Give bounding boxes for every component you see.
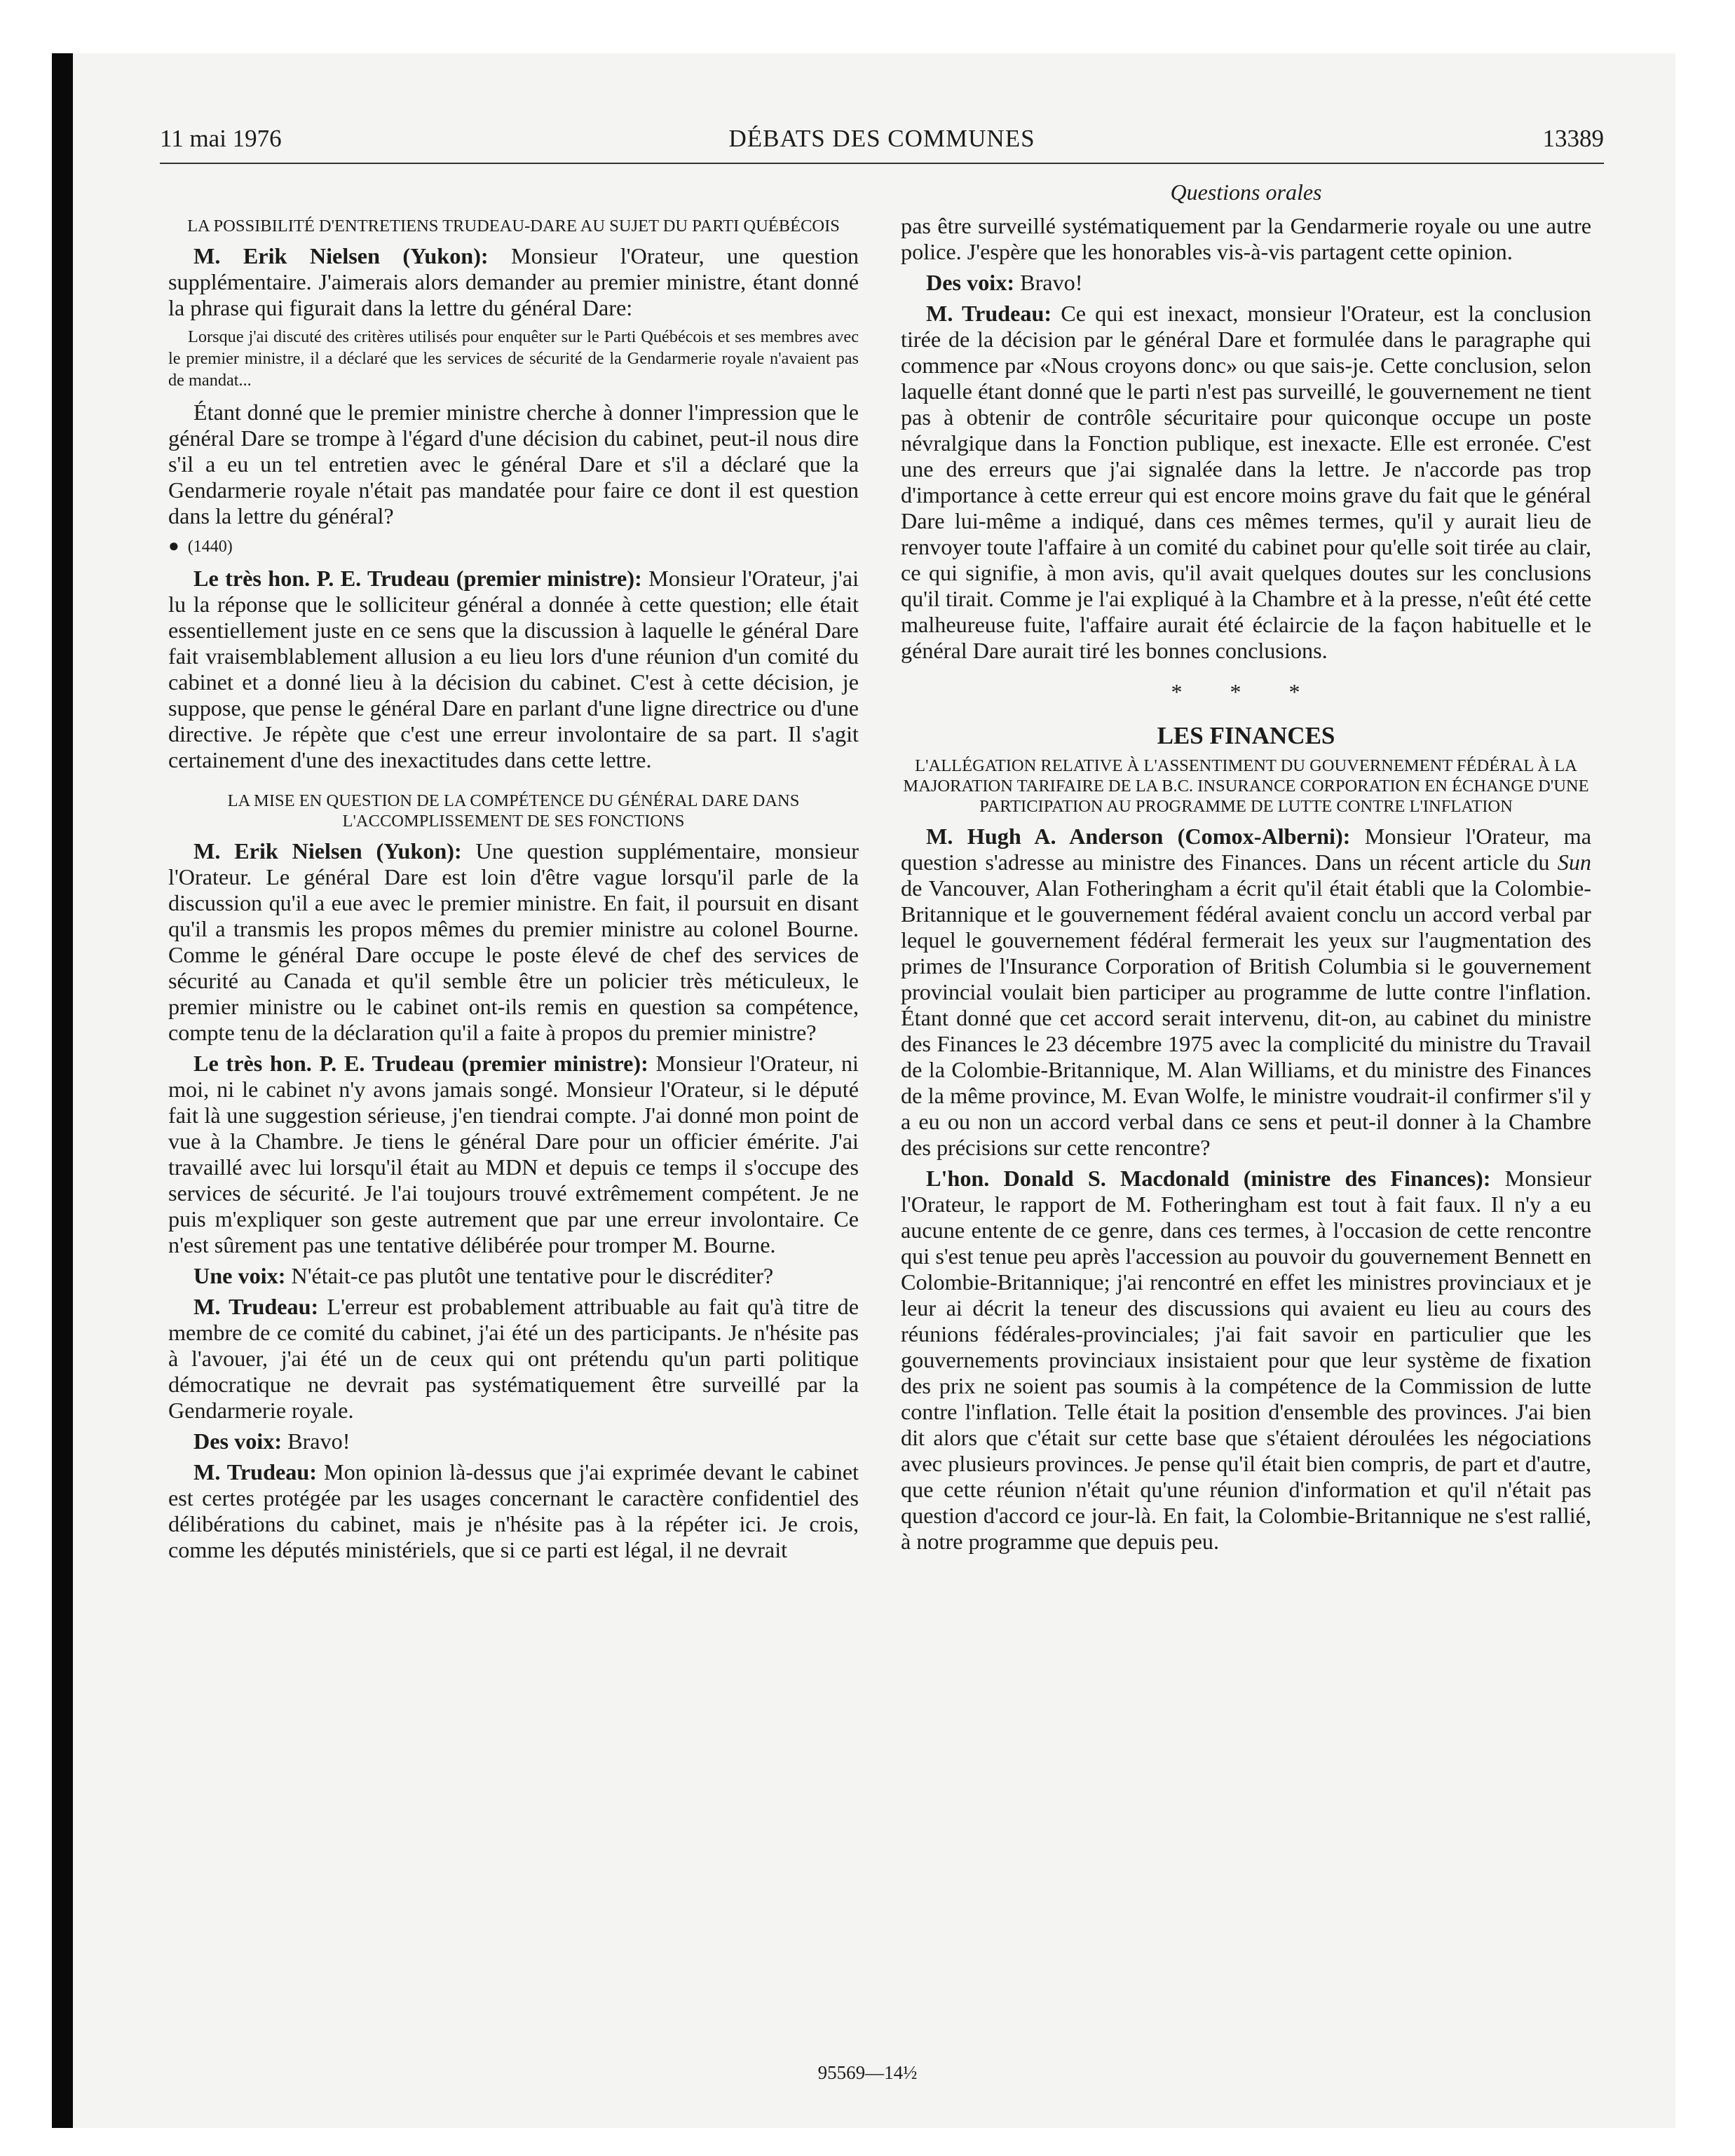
left-column xyxy=(168,179,859,1568)
speech-text: L'erreur est probablement attribuable au fait qu'à titre de membre de ce comité du cabinet, j'ai été un des participants. Je n'hésite pas à l'avouer, j'ai été un de ceux qui ont prétendu qu'un parti politique démocratique ne devrait pas systématiquement être surveillé par la Gendarmerie royale. xyxy=(168,1294,859,1423)
speech-text: Ce qui est inexact, monsieur l'Orateur, est la conclusion tirée de la décision par le général Dare et formulée dans le paragraphe qui commence par «Nous croyons donc» ou que sais-je. Cette conclusion, selon laquelle étant donné que le parti n'est pas surveillé, le gouvernement ne tient pas à obtenir de contrôle sécuritaire pour quiconque occupe un poste névralgique dans la Fonction publique, est inexacte. Elle est erronée. C'est une des erreurs que j'ai signalée dans la lettre. Je n'accorde pas trop d'importance à cette erreur qui est encore moins grave du fait que le général Dare lui-même a indiqué, dans ces mêmes termes, qu'il y aurait lieu de renvoyer toute l'affaire à un comité du cabinet pour qu'elle soit tirée au clair, ce qui signifie, à mon avis, qu'il avait quelques doutes sur les conclusions qu'il tirait. Comme je l'ai expliqué à la Chambre et à la presse, n'eût été cette malheureuse fuite, l'affaire aurait été éclaircie de la façon habituelle et le général Dare aurait tiré les bonnes conclusions. xyxy=(901,301,1592,663)
paragraph xyxy=(168,838,859,1046)
paragraph xyxy=(168,1459,859,1563)
speaker-name: Le très hon. P. E. Trudeau (premier ministre): xyxy=(193,1051,648,1076)
newspaper-name: Sun xyxy=(1557,850,1591,875)
speaker-name: M. Trudeau: xyxy=(193,1459,317,1485)
paragraph xyxy=(901,1166,1591,1555)
section-title: LES FINANCES xyxy=(1157,722,1335,749)
page-footer: 95569—14½ xyxy=(817,2062,918,2083)
paragraph xyxy=(168,1263,859,1289)
subheading-bc-insurance: L'ALLÉGATION RELATIVE À L'ASSENTIMENT DU GOUVERNEMENT FÉDÉRAL À LA MAJORATION TARIFAIRE DE LA B.C. INSURANCE CORPORATION EN ÉCHANGE D'UNE PARTICIPATION AU PROGRAMME DE LUTTE CONTRE L'INFLATION xyxy=(903,756,1589,816)
block-quote: Lorsque j'ai discuté des critères utilisés pour enquêter sur le Parti Québécois et ses membres avec le premier ministre, il a déclaré que les services de sécurité de la Gendarmerie royale n'avaient pas de mandat... xyxy=(168,327,859,390)
speaker-name: Le très hon. P. E. Trudeau (premier ministre): xyxy=(193,566,642,591)
speaker-name: M. Hugh A. Anderson (Comox-Alberni): xyxy=(926,824,1351,849)
scan-edge-bar xyxy=(52,53,73,2128)
speaker-name: M. Trudeau: xyxy=(193,1294,319,1319)
header-page-number: 13389 xyxy=(1542,125,1604,152)
time-mark xyxy=(168,534,859,559)
speech-text: de Vancouver, Alan Fotheringham a écrit qu'il était établi que la Colombie-Britannique et le gouvernement fédéral avaient conclu un accord verbal par lequel le gouvernement fédéral fermerait les yeux sur l'augmentation des primes de l'Insurance Corporation of British Columbia si le gouvernement provincial voulait bien participer au programme de lutte contre l'inflation. Étant donné que cet accord serait intervenu, dit-on, au cabinet du ministre des Finances le 23 décembre 1975 avec la complicité du ministre du Travail de la Colombie-Britannique, M. Alan Williams, et du ministre des Finances de la même province, M. Evan Wolfe, le ministre voudrait-il confirmer s'il y a eu ou non un accord verbal dans ce sens et peut-il donner à la Chambre des précisions sur cette rencontre? xyxy=(901,875,1591,1160)
paragraph xyxy=(901,270,1591,296)
paragraph xyxy=(901,301,1591,664)
running-head: Questions orales xyxy=(1170,179,1322,205)
speech-text: Bravo! xyxy=(282,1428,351,1454)
speaker-name: Une voix: xyxy=(193,1263,286,1288)
speaker-name: L'hon. Donald S. Macdonald (ministre des Finances): xyxy=(926,1166,1491,1191)
speech-text: Monsieur l'Orateur, j'ai lu la réponse que le solliciteur général a donnée à cette question; elle était essentiellement juste en ce sens que la discussion à laquelle le général Dare fait vraisemblablement allusion a eu lieu lors d'une réunion d'un comité du cabinet et a donné lieu à la décision du cabinet. C'est à cette décision, je suppose, que pense le général Dare en parlant d'une ligne directrice ou d'une directive. Je répète que c'est une erreur involontaire de sa part. Il s'agit certainement d'une des inexactitudes dans cette lettre. xyxy=(168,566,859,772)
speech-text: Monsieur l'Orateur, ni moi, ni le cabinet n'y avons jamais songé. Monsieur l'Orateur, si le député fait là une suggestion sérieuse, j'en tiendrai compte. J'ai donné mon point de vue à la Chambre. Je tiens le général Dare pour un officier émérite. J'ai travaillé avec lui lorsqu'il était au MDN et depuis ce temps il s'occupe des services de sécurité. Je l'ai toujours trouvé extrêmement compétent. Je ne puis m'expliquer son geste autrement que par une erreur involontaire. Ce n'est sûrement pas une tentative délibérée pour tromper M. Bourne. xyxy=(168,1051,859,1257)
paragraph xyxy=(168,243,859,321)
section-separator: * * * xyxy=(1171,679,1321,704)
subheading-trudeau-dare: LA POSSIBILITÉ D'ENTRETIENS TRUDEAU-DARE AU SUJET DU PARTI QUÉBÉCOIS xyxy=(187,217,840,236)
paragraph xyxy=(168,1428,859,1454)
subheading-dare-competence: LA MISE EN QUESTION DE LA COMPÉTENCE DU GÉNÉRAL DARE DANS L'ACCOMPLISSEMENT DE SES FONCTIONS xyxy=(227,791,800,831)
paragraph xyxy=(168,1294,859,1424)
paragraph: Étant donné que le premier ministre cherche à donner l'impression que le général Dare se trompe à l'égard d'une décision du cabinet, peut-il nous dire s'il a eu un tel entretien avec le général Dare et s'il a déclaré que la Gendarmerie royale n'était pas mandatée pour faire ce dont il est question dans la lettre du général? xyxy=(168,400,859,528)
speech-text: N'était-ce pas plutôt une tentative pour le discréditer? xyxy=(285,1263,774,1288)
bullet-icon: ● xyxy=(168,535,179,556)
paragraph xyxy=(168,1051,859,1258)
time-mark-label: (1440) xyxy=(187,538,233,556)
speech-text: Bravo! xyxy=(1014,270,1083,295)
page-header xyxy=(160,121,1604,164)
paragraph: pas être surveillé systématiquement par la Gendarmerie royale ou une autre police. J'espère que les honorables vis-à-vis partagent cette opinion. xyxy=(901,213,1591,264)
speech-text: Mon opinion là-dessus que j'ai exprimée devant le cabinet est certes protégée par les usages concernant le caractère confidentiel des délibérations du cabinet, mais je n'hésite pas à la répéter ici. Je crois, comme les députés ministériels, que si ce parti est légal, il ne devrait xyxy=(168,1459,859,1562)
paragraph xyxy=(168,566,859,773)
speaker-name: Des voix: xyxy=(926,270,1015,295)
speaker-name: M. Erik Nielsen (Yukon): xyxy=(193,838,462,864)
speech-text: Une question supplémentaire, monsieur l'Orateur. Le général Dare est loin d'être vague lorsqu'il parle de la discussion qu'il a eue avec le premier ministre. En fait, il poursuit en disant qu'il a transmis les propos mêmes du premier ministre au colonel Bourne. Comme le général Dare occupe le poste élevé de chef des services de sécurité au Canada et qu'il semble être un policier très méticuleux, le premier ministre ou le cabinet ont-ils remis en question sa compétence, compte tenu de la déclaration qu'il a faite à propos du premier ministre? xyxy=(168,838,859,1045)
speech-text: Monsieur l'Orateur, ma question s'adresse au ministre des Finances. Dans un récent article du xyxy=(901,824,1591,875)
paragraph xyxy=(901,824,1591,1161)
speaker-name: Des voix: xyxy=(193,1428,283,1454)
speech-text: Monsieur l'Orateur, le rapport de M. Fotheringham est tout à fait faux. Il n'y a eu aucune entente de ce genre, dans ces termes, à l'occasion de cette rencontre qui s'est tenue peu après l'accession au pouvoir du gouvernement Bennett en Colombie-Britannique; j'ai rencontré en effet les ministres provinciaux et je leur ai décrit la teneur des discussions qui avaient eu lieu au cours des réunions fédérales-provinciales; j'ai fait savoir en particulier que les gouvernements provinciaux insistaient pour que leur système de fixation des prix ne soient pas soumis à la compétence de la Commission de lutte contre l'inflation. Telle était la position d'ensemble des provinces. J'ai bien dit alors que c'était sur cette base que s'étaient déroulées les négociations avec plusieurs provinces. Je pense qu'il était bien compris, de part et d'autre, que cette réunion n'était qu'une réunion d'information et qu'il n'était pas question d'accord ce jour-là. En fait, la Colombie-Britannique ne s'est rallié, à notre programme que depuis peu. xyxy=(901,1166,1591,1554)
header-date: 11 mai 1976 xyxy=(160,125,282,152)
header-title: DÉBATS DES COMMUNES xyxy=(728,125,1035,152)
right-column xyxy=(901,179,1591,1560)
speech-text: Monsieur l'Orateur, une question supplémentaire. J'aimerais alors demander au premier ministre, étant donné la phrase qui figurait dans la lettre du général Dare: xyxy=(168,243,859,320)
speaker-name: M. Erik Nielsen (Yukon): xyxy=(193,243,489,268)
speaker-name: M. Trudeau: xyxy=(926,301,1052,326)
